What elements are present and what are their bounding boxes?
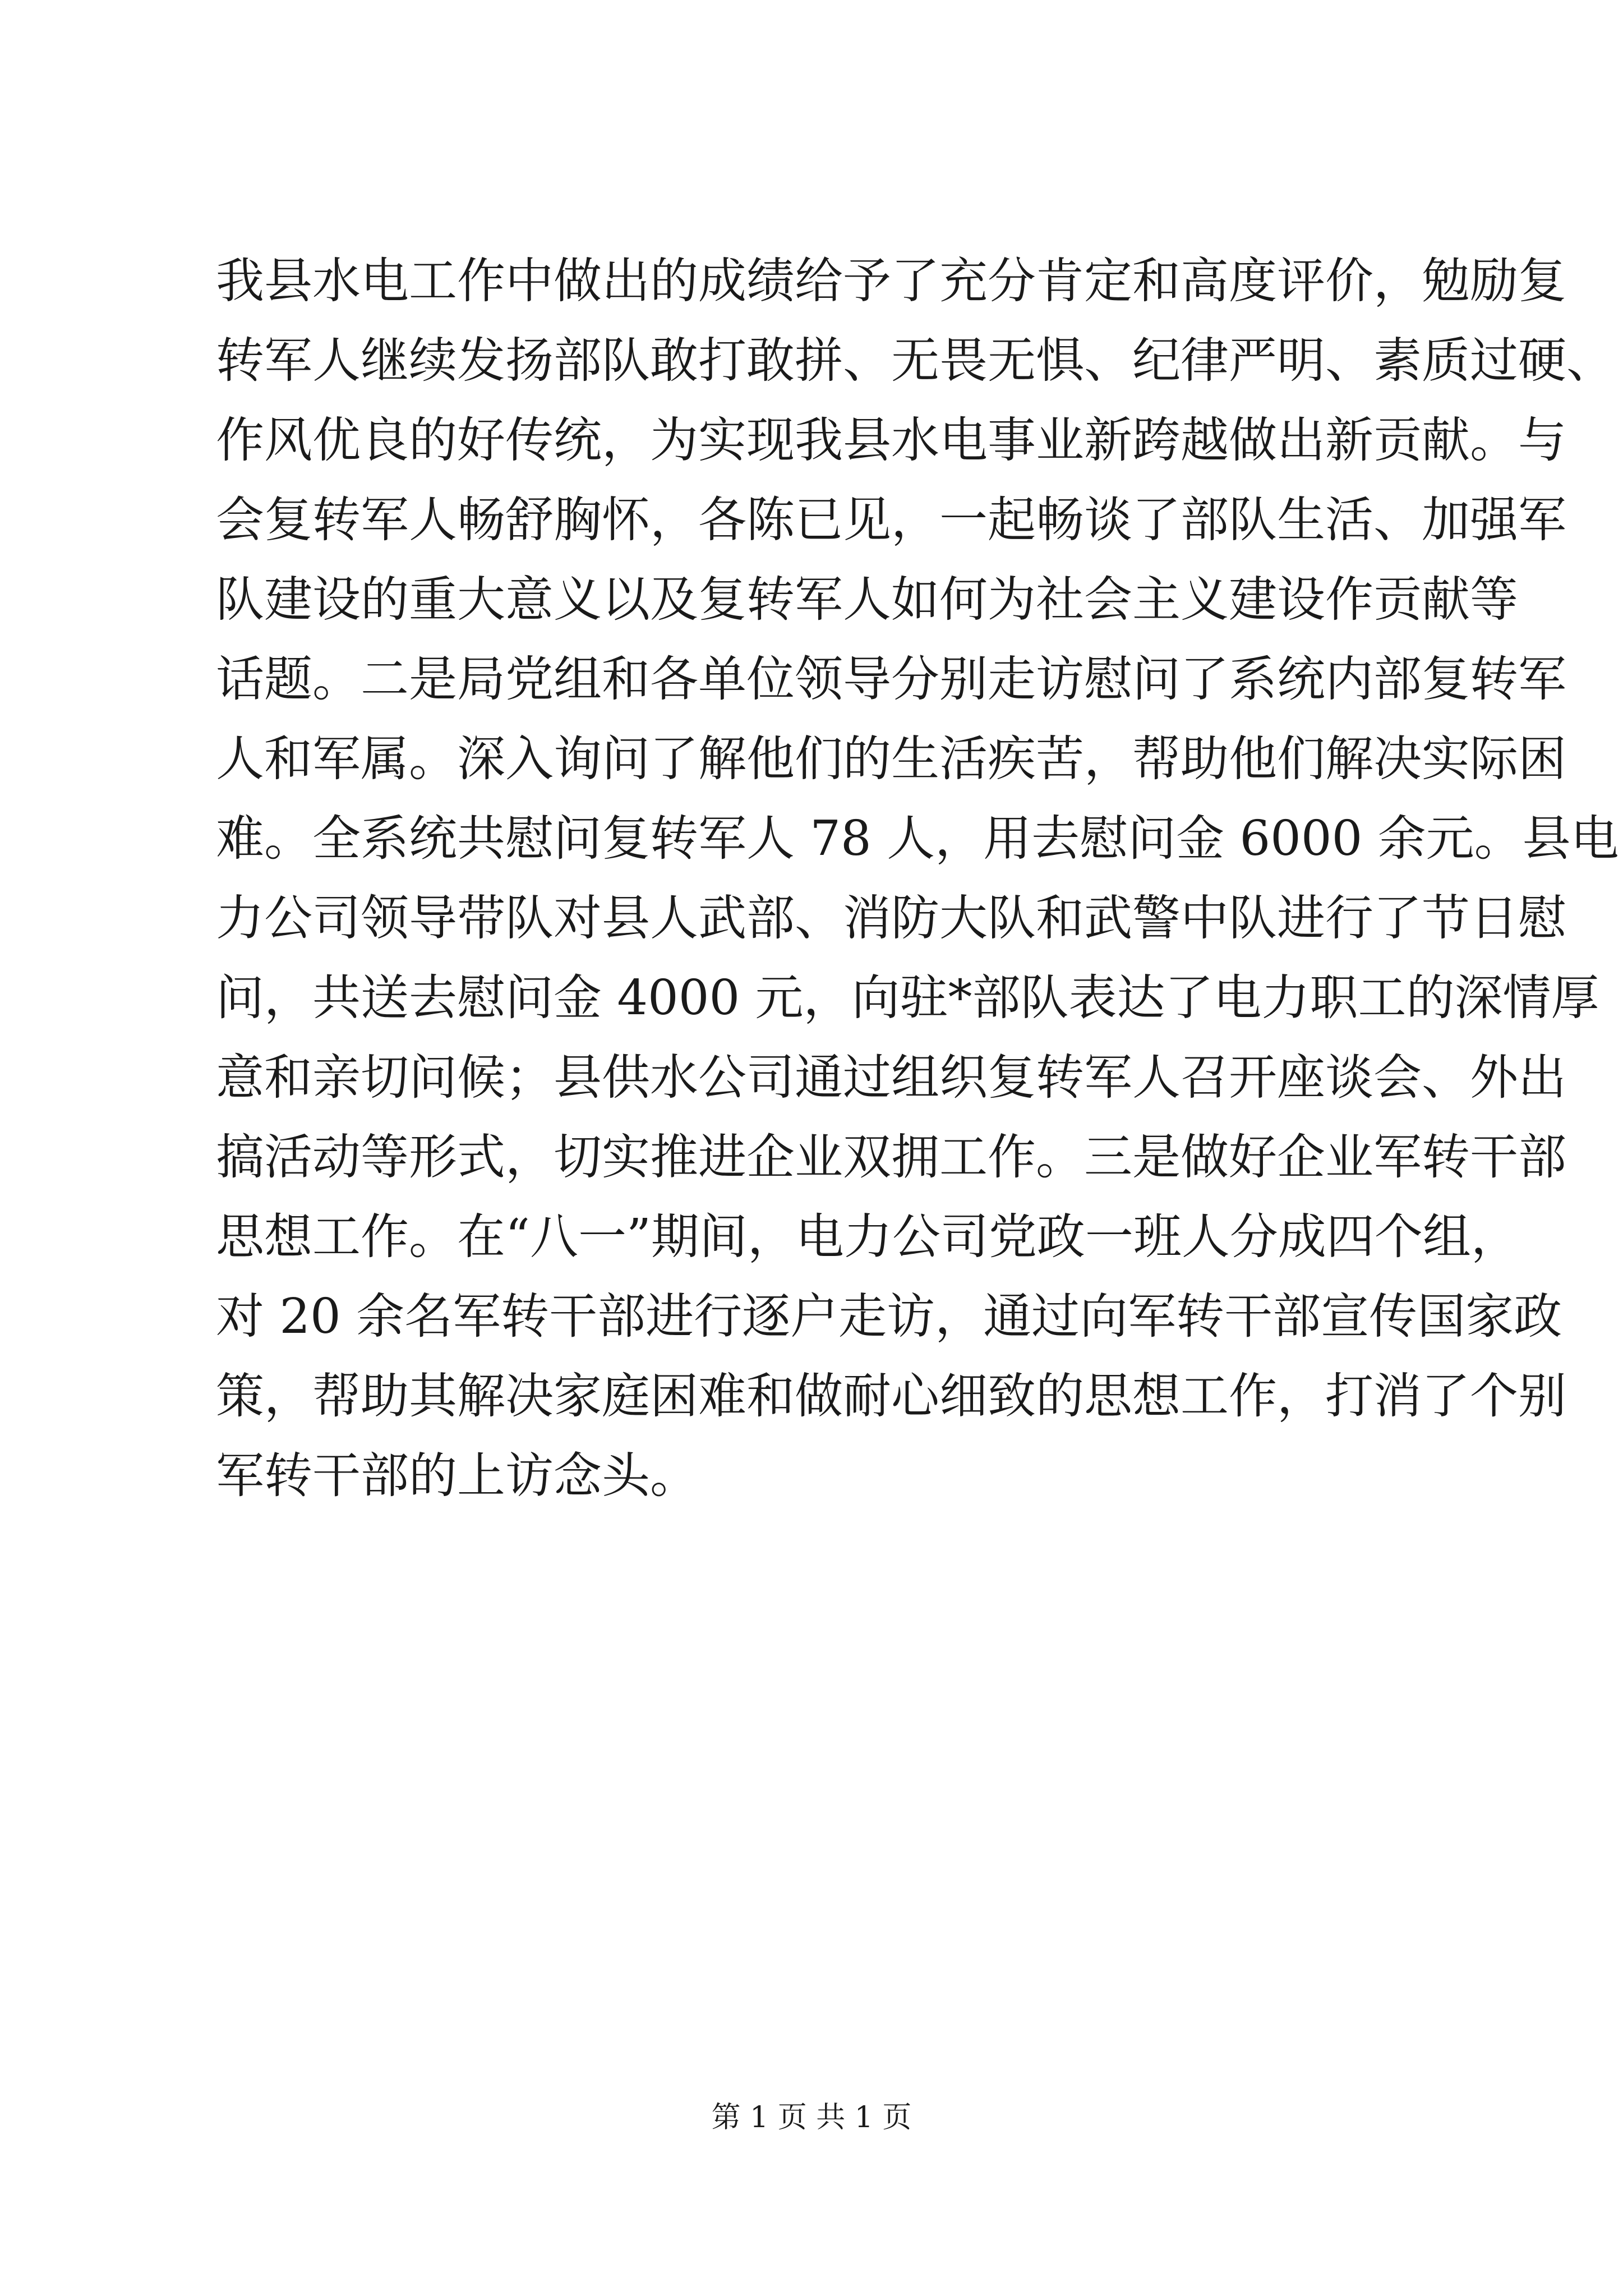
text-line: 难。全系统共慰问复转军人 78 人，用去慰问金 6000 余元。县电 [216,811,1619,867]
text-line: 队建设的重大意义以及复转军人如何为社会主义建设作贡献等 [216,572,1518,628]
text-line: 作风优良的好传统，为实现我县水电事业新跨越做出新贡献。与 [216,412,1566,468]
text-line: 我县水电工作中做出的成绩给予了充分肯定和高度评价，勉励复 [216,253,1566,309]
text-line: 问，共送去慰问金 4000 元，向驻*部队表达了电力职工的深情厚 [216,970,1599,1026]
text-line: 人和军属。深入询问了解他们的生活疾苦，帮助他们解决实际困 [216,731,1566,787]
page-footer [0,2098,1623,2137]
text-line: 策，帮助其解决家庭困难和做耐心细致的思想工作，打消了个别 [216,1368,1566,1424]
text-line: 会复转军人畅舒胸怀，各陈已见，一起畅谈了部队生活、加强军 [216,492,1566,548]
page-number-label: 第 1 页 共 1 页 [711,2101,912,2134]
text-line-last: 军转干部的上访念头。 [216,1448,698,1504]
text-line: 转军人继续发扬部队敢打敢拼、无畏无惧、纪律严明、素质过硬、 [216,333,1615,389]
text-line: 对 20 余名军转干部进行逐户走访，通过向军转干部宣传国家政 [216,1289,1562,1345]
body-paragraph [216,241,1619,1516]
text-line: 思想工作。在“八一”期间，电力公司党政一班人分成四个组， [216,1209,1519,1265]
text-line: 话题。二是局党组和各单位领导分别走访慰问了系统内部复转军 [216,651,1566,707]
text-line: 搞活动等形式，切实推进企业双拥工作。三是做好企业军转干部 [216,1129,1566,1185]
text-line: 意和亲切问候；县供水公司通过组织复转军人召开座谈会、外出 [216,1050,1566,1106]
text-line: 力公司领导带队对县人武部、消防大队和武警中队进行了节日慰 [216,890,1566,946]
